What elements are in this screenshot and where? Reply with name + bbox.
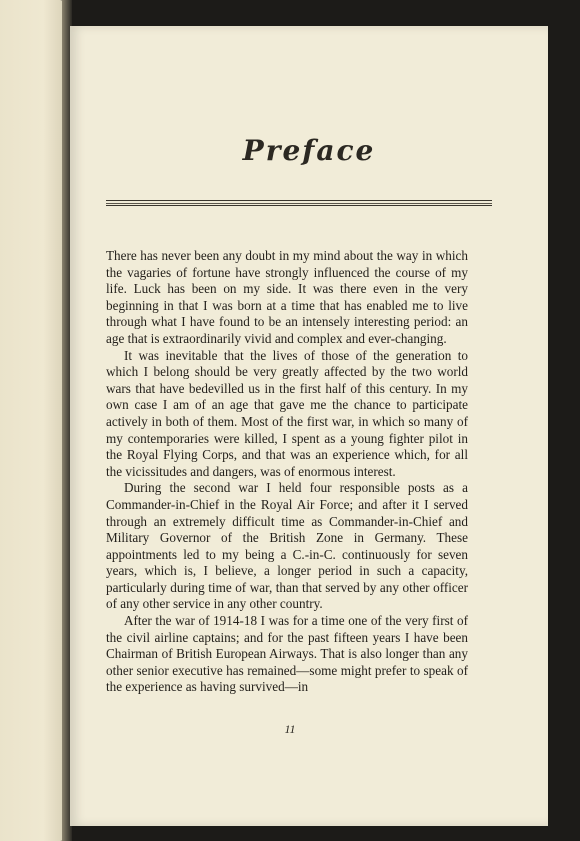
book-page <box>70 26 548 826</box>
page-number: 11 <box>284 722 296 736</box>
paragraph-2: It was inevitable that the lives of those of the generation to which I belong should be very greatly affected by the two world wars that have bedevilled us in the first half of this century. In my own case I am of an age that gave me the chance to participate actively in both of them. Most of the first war, in which so many of my contemporaries were killed, I spent as a young fighter pilot in the Royal Flying Corps, and that was an experience which, for all the vicissitudes and dangers, was of enormous interest. <box>106 347 468 479</box>
page-title: Preface <box>242 134 376 167</box>
paragraph-1: There has never been any doubt in my mind about the way in which the vagaries of fortune have strongly influenced the course of my life. Luck has been on my side. It was there even in the very beginning in that I was born at a time that has enabled me to live through what I have found to be an intensely interesting period: an age that is extraordinarily vivid and complex and ever-changing. <box>106 248 468 346</box>
title-rule-inner <box>106 203 492 204</box>
body-text <box>106 248 468 696</box>
paragraph-3: During the second war I held four responsible posts as a Commander-in-Chief in the Royal Air Force; and after it I served through an extremely difficult time as Commander-in-Chief and Military Governor of the British Zone in Germany. These appointments led to my being a C.-in-C. continuously for seven years, which is, I believe, a longer period in such a capacity, particularly during time of war, than that served by any other officer of any other service in any other country. <box>106 480 468 612</box>
paragraph-4: After the war of 1914-18 I was for a time one of the very first of the civil airline captains; and for the past fifteen years I have been Chairman of British European Airways. That is also longer than any other senior executive has remained—some might prefer to speak of the experience as having survived—in <box>106 613 468 695</box>
left-page-edge <box>0 0 66 841</box>
